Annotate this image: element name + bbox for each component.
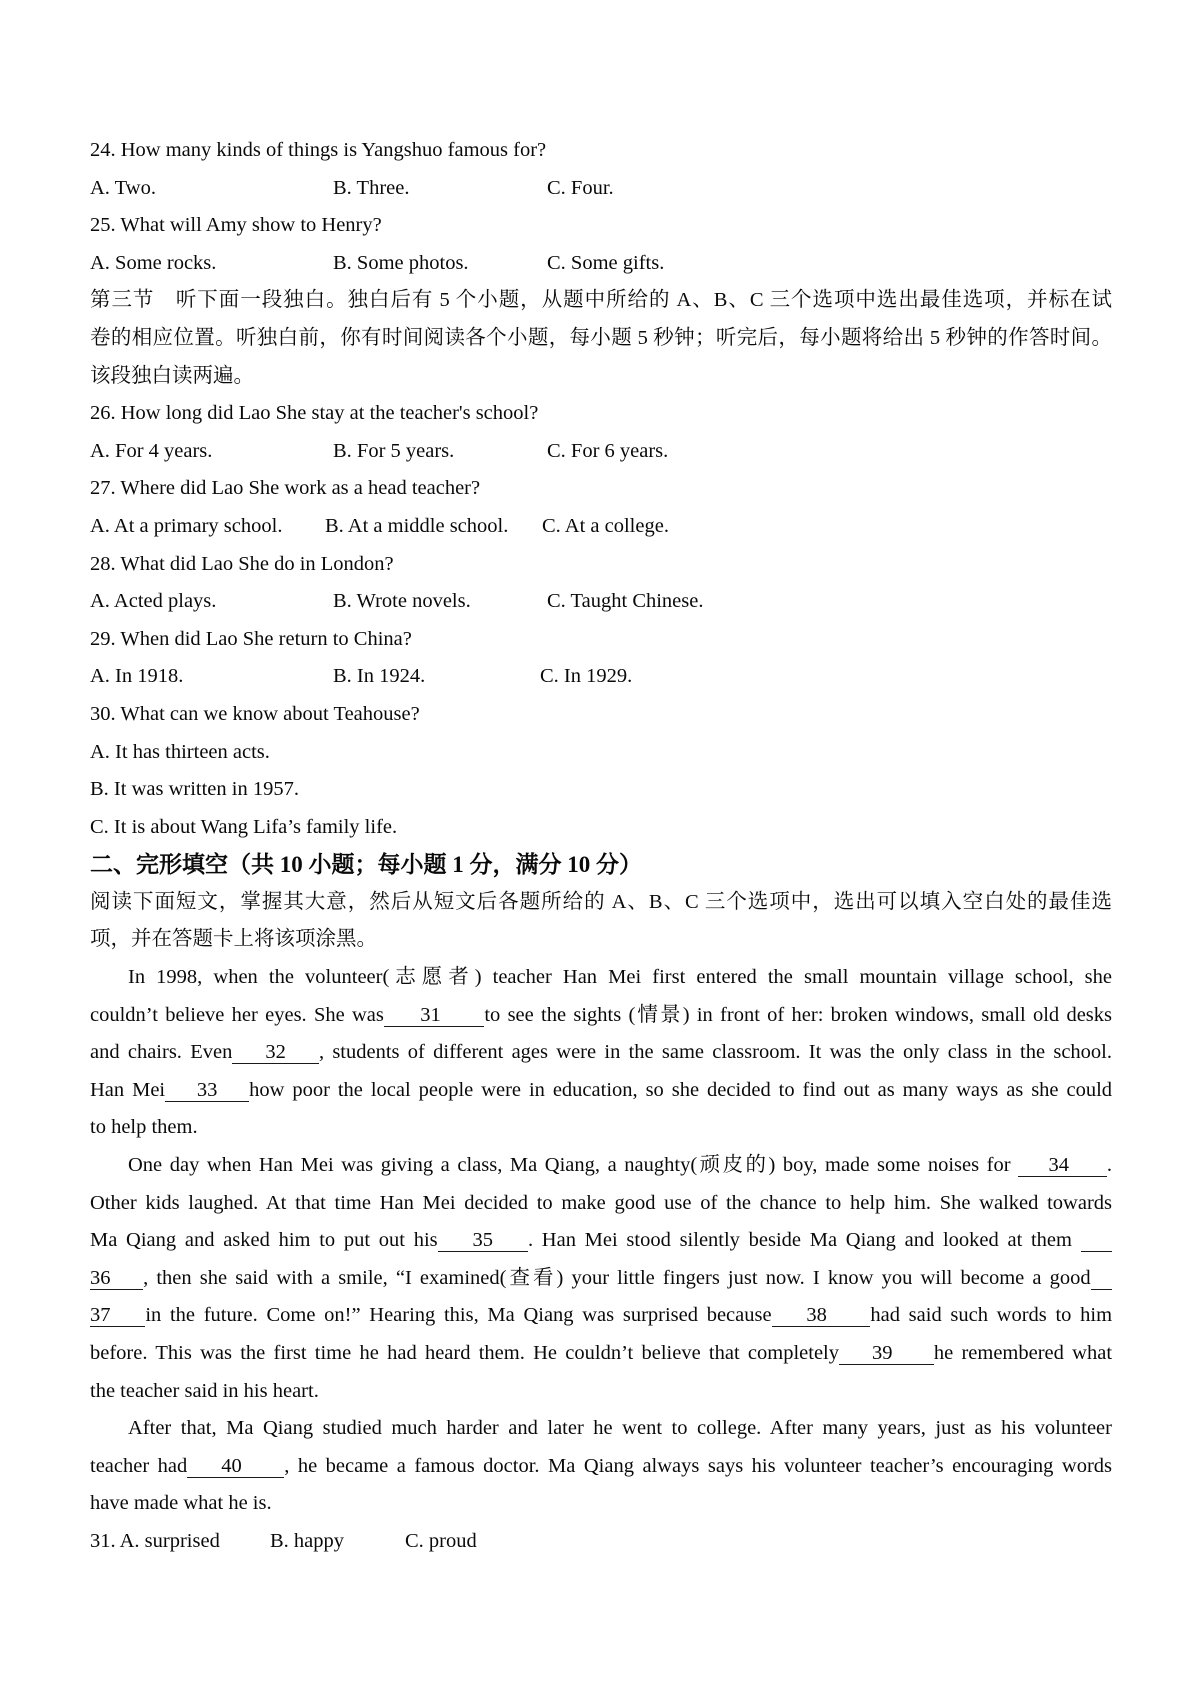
question-27-text: 27. Where did Lao She work as a head teacher? [90, 477, 481, 500]
question-28-text: 28. What did Lao She do in London? [90, 552, 394, 575]
cloze-passage-line [90, 1034, 1112, 1072]
cloze-passage-line [90, 959, 1112, 997]
cloze-blank: 32 [232, 1041, 319, 1064]
question-29-options [90, 658, 1112, 696]
passage-text: couldn’t believe her eyes. She was [90, 1003, 384, 1026]
cloze-passage-line [90, 1147, 1112, 1185]
cloze-blank: 34 [1018, 1154, 1107, 1177]
cloze-blank: 36 [90, 1266, 144, 1289]
cloze-passage-line [90, 1297, 1112, 1335]
cloze-passage-line [90, 1185, 1112, 1223]
option-28-b: B. Wrote novels. [333, 590, 471, 613]
question-24-text: 24. How many kinds of things is Yangshuo famous for? [90, 139, 547, 161]
cloze-instructions-line2: 项，并在答题卡上将该项涂黑。 [90, 928, 377, 951]
option-26-b: B. For 5 years. [333, 439, 455, 462]
passage-text: . Han Mei stood silently beside Ma Qiang and looked at them [527, 1229, 1081, 1252]
option-24-a: A. Two. [90, 176, 156, 199]
question-31-options [90, 1523, 1112, 1561]
option-30-b: B. It was written in 1957. [90, 778, 299, 801]
cloze-blank: 31 [383, 1003, 485, 1026]
question-27-options [90, 508, 1112, 546]
passage-text: . [1106, 1154, 1112, 1177]
option-24-c: C. Four. [547, 176, 614, 199]
cloze-blank: 37 [90, 1304, 146, 1327]
passage-text: to help them. [90, 1116, 198, 1139]
cloze-passage-line [90, 1222, 1112, 1260]
question-28-options [90, 583, 1112, 621]
exam-page [90, 132, 1112, 1561]
option-26-a: A. For 4 years. [90, 439, 213, 462]
cloze-section-heading: 二、完形填空（共 10 小题；每小题 1 分，满分 10 分） [90, 852, 642, 878]
section3-instructions-line3: 该段独白读两遍。 [90, 364, 254, 387]
option-31-b: B. happy [270, 1529, 345, 1552]
cloze-blank [1081, 1229, 1112, 1252]
option-30-a: A. It has thirteen acts. [90, 740, 270, 763]
question-26-options [90, 433, 1112, 471]
question-24-options [90, 170, 1112, 208]
cloze-passage-line [90, 1260, 1112, 1298]
question-29-text: 29. When did Lao She return to China? [90, 627, 412, 650]
passage-text: had said such words to him [870, 1304, 1112, 1327]
passage-text: , students of different ages were in the same classroom. It was the only class in the school. [318, 1041, 1112, 1064]
cloze-passage-line [90, 1072, 1112, 1110]
cloze-passage-line [90, 1485, 1112, 1523]
cloze-passage-line [90, 1373, 1112, 1411]
passage-text: Han Mei [90, 1078, 166, 1101]
passage-text: how poor the local people were in education, so she decided to find out as many ways as she could [249, 1078, 1112, 1101]
passage-text: the teacher said in his heart. [90, 1379, 319, 1402]
question-26-text: 26. How long did Lao She stay at the teacher's school? [90, 402, 539, 425]
passage-text: and chairs. Even [90, 1041, 233, 1064]
option-26-c: C. For 6 years. [547, 439, 669, 462]
passage-text: have made what he is. [90, 1492, 272, 1515]
cloze-blank: 40 [187, 1454, 285, 1477]
passage-text: to see the sights (情景) in front of her: broken windows, small old desks [484, 1003, 1112, 1026]
passage-text: teacher had [90, 1454, 188, 1477]
option-29-b: B. In 1924. [333, 665, 426, 688]
cloze-passage-line [90, 1448, 1112, 1486]
cloze-passage-line [90, 1335, 1112, 1373]
option-27-c: C. At a college. [542, 514, 669, 537]
cloze-instructions-line1: 阅读下面短文，掌握其大意，然后从短文后各题所给的 A、B、C 三个选项中，选出可以填入空白处的最佳选 [90, 890, 1112, 913]
passage-text: Ma Qiang and asked him to put out his [90, 1229, 438, 1252]
option-30-c: C. It is about Wang Lifa’s family life. [90, 815, 398, 838]
passage-text: in the future. Come on!” Hearing this, Ma Qiang was surprised because [145, 1304, 772, 1327]
option-31-c: C. proud [405, 1529, 477, 1552]
cloze-passage-line [90, 1410, 1112, 1448]
option-25-b: B. Some photos. [333, 251, 469, 274]
cloze-blank: 39 [839, 1342, 934, 1364]
cloze-passage-line [90, 997, 1112, 1035]
cloze-blank: 35 [437, 1229, 528, 1252]
passage-text: Other kids laughed. At that time Han Mei decided to make good use of the chance to help him. She walked towards [90, 1191, 1112, 1214]
section3-instructions-line1: 第三节 听下面一段独白。独白后有 5 个小题，从题中所给的 A、B、C 三个选项中选出最佳选项，并标在试 [90, 289, 1112, 312]
passage-text: before. This was the first time he had heard them. He couldn’t believe that completely [90, 1342, 840, 1364]
option-25-a: A. Some rocks. [90, 251, 217, 274]
option-31-a: 31. A. surprised [90, 1529, 220, 1552]
option-29-c: C. In 1929. [540, 665, 633, 688]
cloze-passage-line [90, 1109, 1112, 1147]
question-30-text: 30. What can we know about Teahouse? [90, 702, 420, 725]
question-25-options [90, 245, 1112, 283]
option-27-b: B. At a middle school. [325, 514, 509, 537]
passage-text: , he became a famous doctor. Ma Qiang always says his volunteer teacher’s encouraging words [284, 1454, 1112, 1477]
option-24-b: B. Three. [333, 176, 410, 199]
passage-text: One day when Han Mei was giving a class, Ma Qiang, a naughty(顽皮的) boy, made some noises for [128, 1154, 1019, 1177]
question-25-text: 25. What will Amy show to Henry? [90, 214, 382, 237]
passage-text: In 1998, when the volunteer(志愿者) teacher Han Mei first entered the small mountain village school, she [128, 966, 1112, 989]
cloze-blank: 38 [771, 1304, 871, 1327]
option-29-a: A. In 1918. [90, 665, 184, 688]
cloze-blank: 33 [165, 1078, 250, 1101]
section3-instructions-line2: 卷的相应位置。听独白前，你有时间阅读各个小题，每小题 5 秒钟；听完后，每小题将给出 5 秒钟的作答时间。 [90, 326, 1112, 349]
passage-text: he remembered what [933, 1342, 1112, 1364]
option-25-c: C. Some gifts. [547, 251, 665, 274]
cloze-blank [1091, 1267, 1112, 1290]
passage-text: After that, Ma Qiang studied much harder and later he went to college. After many years, just as his volunteer [128, 1417, 1112, 1440]
option-28-a: A. Acted plays. [90, 590, 217, 613]
passage-text: , then she said with a smile, “I examined(查看) your little fingers just now. I know you will become a good [143, 1266, 1091, 1289]
option-27-a: A. At a primary school. [90, 514, 283, 537]
option-28-c: C. Taught Chinese. [547, 590, 704, 613]
